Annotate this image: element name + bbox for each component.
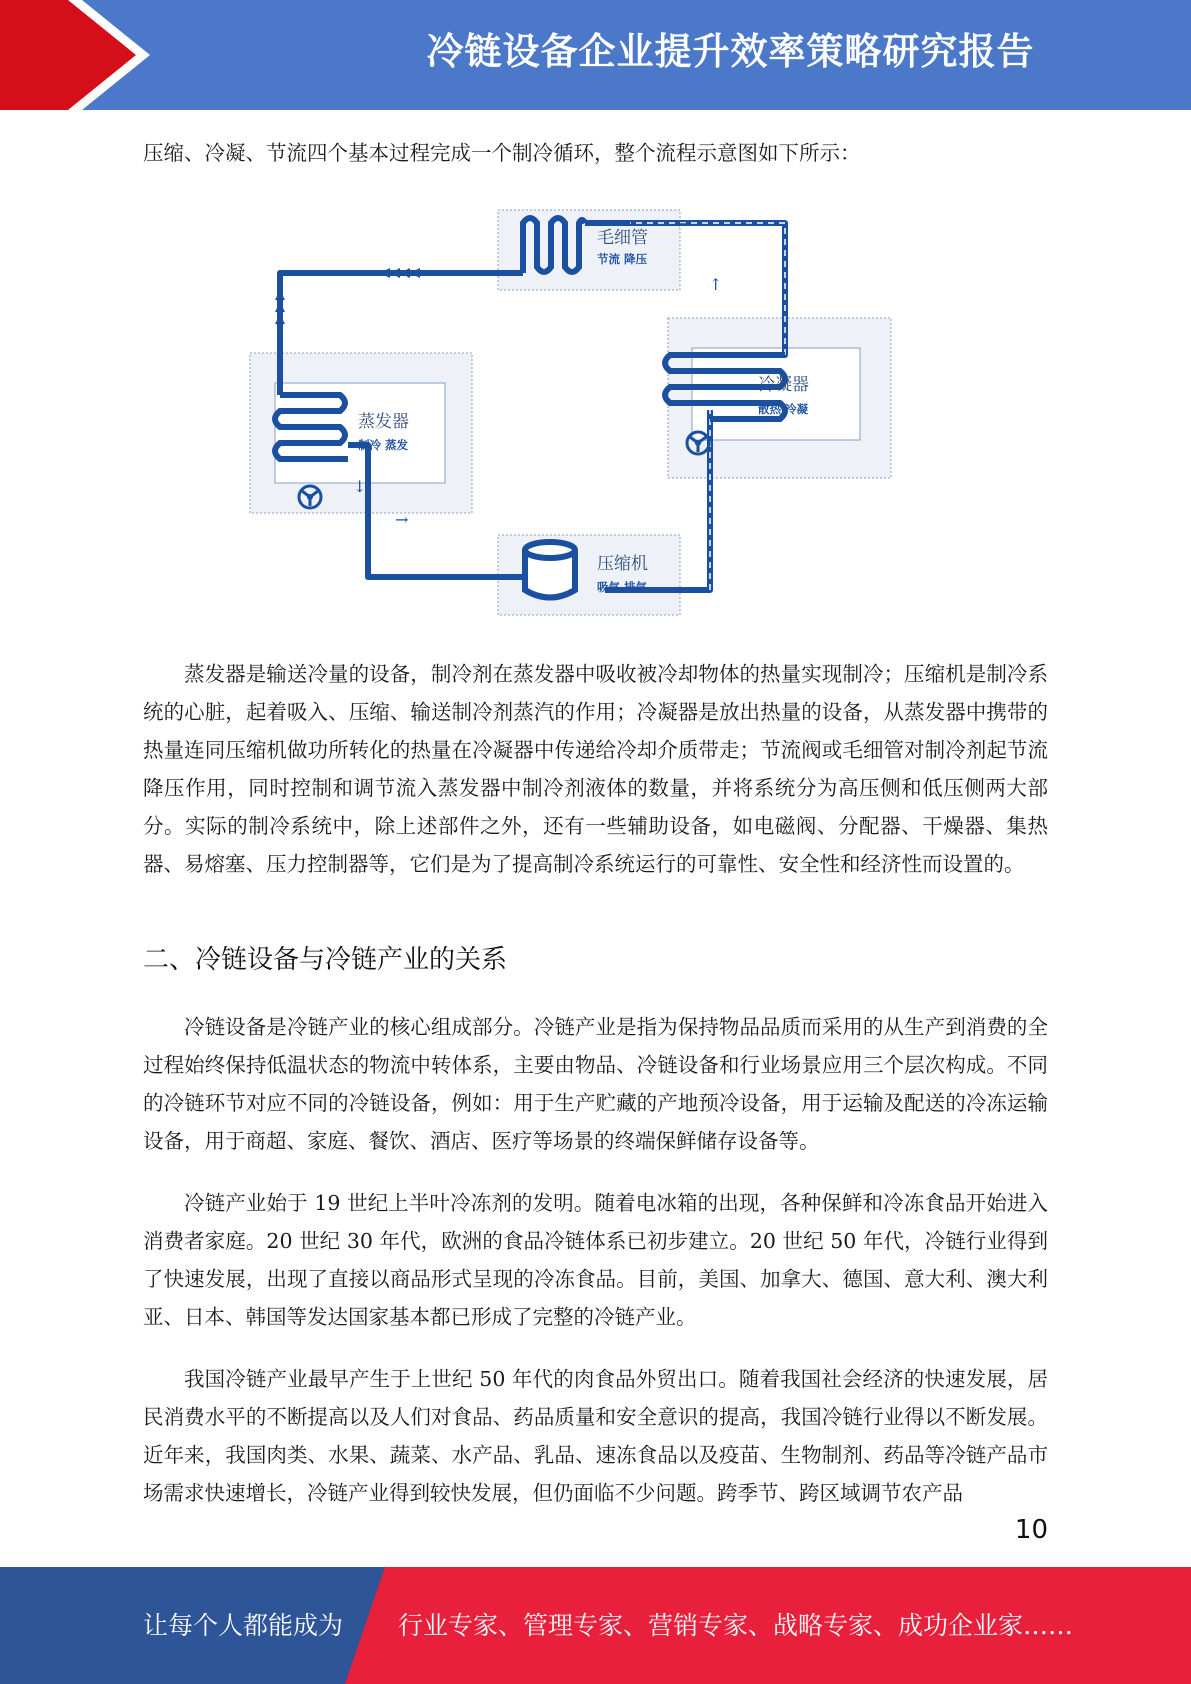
header-chevron-icon <box>0 0 160 110</box>
page-number: 10 <box>1014 1515 1048 1545</box>
evaporator-label: 蒸发器 <box>358 412 409 432</box>
arrow-down-glyph-icon: ↓ <box>353 477 367 496</box>
cycle-diagram-svg <box>240 205 900 625</box>
compressor-sublabel: 吸气 排气 <box>597 580 648 594</box>
arrow-left-icon <box>390 268 400 278</box>
condenser-sublabel: 散热 冷凝 <box>758 402 809 416</box>
intro-block <box>143 134 1048 172</box>
refrigeration-cycle-diagram <box>240 205 900 625</box>
flow-arrows <box>275 268 420 324</box>
paragraph-block-3 <box>143 1184 1048 1336</box>
arrow-left-glyph-icon: ← <box>676 214 690 233</box>
paragraph: 冷链产业始于 19 世纪上半叶冷冻剂的发明。随着电冰箱的出现，各种保鲜和冷冻食品开始进入消费者家庭。20 世纪 30 年代，欧洲的食品冷链体系已初步建立。20 世纪 50 年代，冷链行业得到了快速发展，出现了直接以商品形式呈现的冷冻食品。目前，美国、加拿大、德国、意大利、澳大利亚、日本、韩国等发达国家基本都已形成了完整的冷链产业。 <box>143 1191 1048 1329</box>
arrow-left-icon <box>410 268 420 278</box>
arrow-up-icon <box>275 302 285 312</box>
arrow-right-glyph-icon: → <box>395 510 409 529</box>
arrow-up-glyph-icon: ↑ <box>709 275 723 294</box>
section-heading: 二、冷链设备与冷链产业的关系 <box>143 945 508 975</box>
paragraph-block-1 <box>143 655 1048 883</box>
paragraph: 我国冷链产业最早产生于上世纪 50 年代的肉食品外贸出口。随着我国社会经济的快速发展，居民消费水平的不断提高以及人们对食品、药品质量和安全意识的提高，我国冷链行业得以不断发展。近年来，我国肉类、水果、蔬菜、水产品、乳品、速冻食品以及疫苗、生物制剂、药品等冷链产品市场需求快速增长，冷链产业得到较快发展，但仍面临不少问题。跨季节、跨区域调节农产品 <box>143 1367 1048 1505</box>
condenser-label: 冷凝器 <box>758 375 809 395</box>
section-heading-block <box>143 940 1048 980</box>
arrow-left-icon <box>400 268 410 278</box>
report-title: 冷链设备企业提升效率策略研究报告 <box>426 30 1035 73</box>
compressor-icon <box>525 542 575 598</box>
arrow-up-icon <box>275 314 285 324</box>
evaporator-sublabel: 制冷 蒸发 <box>358 438 409 452</box>
arrow-up-icon <box>275 290 285 300</box>
footer-slogan-left: 让每个人都能成为 <box>143 1611 344 1640</box>
footer-slogan-right: 行业专家、管理专家、营销专家、战略专家、成功企业家…… <box>398 1611 1074 1640</box>
intro-text: 压缩、冷凝、节流四个基本过程完成一个制冷循环，整个流程示意图如下所示： <box>143 141 861 165</box>
paragraph: 冷链设备是冷链产业的核心组成部分。冷链产业是指为保持物品品质而采用的从生产到消费的全过程始终保持低温状态的物流中转体系，主要由物品、冷链设备和行业场景应用三个层次构成。不同的冷链环节对应不同的冷链设备，例如：用于生产贮藏的产地预冷设备，用于运输及配送的冷冻运输设备，用于商超、家庭、餐饮、酒店、医疗等场景的终端保鲜储存设备等。 <box>143 1015 1048 1153</box>
paragraph: 蒸发器是输送冷量的设备，制冷剂在蒸发器中吸收被冷却物体的热量实现制冷；压缩机是制冷系统的心脏，起着吸入、压缩、输送制冷剂蒸汽的作用；冷凝器是放出热量的设备，从蒸发器中携带的热量连同压缩机做功所转化的热量在冷凝器中传递给冷却介质带走；节流阀或毛细管对制冷剂起节流降压作用，同时控制和调节流入蒸发器中制冷剂液体的数量，并将系统分为高压侧和低压侧两大部分。实际的制冷系统中，除上述部件之外，还有一些辅助设备，如电磁阀、分配器、干燥器、集热器、易熔塞、压力控制器等，它们是为了提高制冷系统运行的可靠性、安全性和经济性而设置的。 <box>143 662 1048 876</box>
arrow-left-icon <box>380 268 390 278</box>
compressor-label: 压缩机 <box>597 554 648 574</box>
page-footer <box>0 1567 1191 1684</box>
page-header <box>0 0 1191 110</box>
paragraph-block-2 <box>143 1008 1048 1160</box>
capillary-label: 毛细管 <box>597 228 648 248</box>
capillary-sublabel: 节流 降压 <box>597 252 648 266</box>
paragraph-block-4 <box>143 1360 1048 1512</box>
